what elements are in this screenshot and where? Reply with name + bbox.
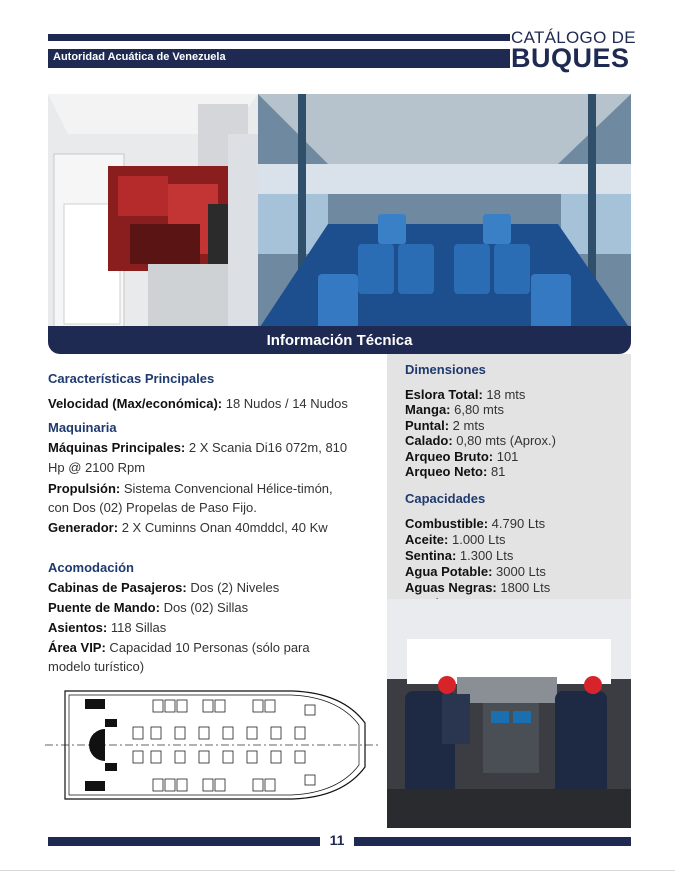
vip-row: Área VIP: Capacidad 10 Personas (sólo para xyxy=(48,640,310,655)
dim-calado-row: Calado: 0,80 mts (Aprox.) xyxy=(405,433,556,448)
footer-bar-right xyxy=(354,837,631,846)
acomodacion-heading: Acomodación xyxy=(48,560,134,575)
caracteristicas-heading: Características Principales xyxy=(48,371,215,386)
cap-combustible-row: Combustible: 4.790 Lts xyxy=(405,516,546,531)
dim-puntal-row: Puntal: 2 mts xyxy=(405,418,485,433)
dim-arqueo-neto-row: Arqueo Neto: 81 xyxy=(405,464,506,479)
dimensiones-heading: Dimensiones xyxy=(405,362,486,377)
maquinas-row: Máquinas Principales: 2 X Scania Di16 072m, 810 xyxy=(48,440,348,455)
maquinaria-heading: Maquinaria xyxy=(48,420,117,435)
deck-plan-drawing xyxy=(43,683,383,805)
cap-agua-potable-row: Agua Potable: 3000 Lts xyxy=(405,564,546,579)
header-rule xyxy=(48,34,510,41)
footer-bar-left xyxy=(48,837,320,846)
technical-info-banner xyxy=(48,326,631,354)
cabinas-row: Cabinas de Pasajeros: Dos (2) Niveles xyxy=(48,580,280,595)
passenger-cabin-photo xyxy=(258,94,631,330)
catalog-title-line1: CATÁLOGO DE xyxy=(511,28,636,47)
bridge-photo xyxy=(387,599,631,828)
technical-info-title: Información Técnica xyxy=(266,332,413,349)
vip-row-cont: modelo turístico) xyxy=(48,659,145,674)
capacidades-heading: Capacidades xyxy=(405,491,486,506)
puente-row: Puente de Mando: Dos (02) Sillas xyxy=(48,600,249,615)
velocidad-row: Velocidad (Max/económica): 18 Nudos / 14 Nudos xyxy=(48,396,348,411)
maquinas-row-cont: Hp @ 2100 Rpm xyxy=(48,460,146,475)
cap-sentina-row: Sentina: 1.300 Lts xyxy=(405,548,514,563)
propulsion-row-cont: con Dos (02) Propelas de Paso Fijo. xyxy=(48,500,257,515)
dim-eslora-row: Eslora Total: 18 mts xyxy=(405,387,526,402)
catalog-title-line2: BUQUES xyxy=(511,43,630,73)
dim-arqueo-bruto-row: Arqueo Bruto: 101 xyxy=(405,449,519,464)
dim-manga-row: Manga: 6,80 mts xyxy=(405,402,504,417)
page-number: 11 xyxy=(329,832,345,848)
generador-row: Generador: 2 X Cuminns Onan 40mddcl, 40 Kw xyxy=(48,520,328,535)
engine-room-photo xyxy=(48,94,258,330)
cap-aguas-negras-row: Aguas Negras: 1800 Lts xyxy=(405,580,551,595)
cap-aceite-row: Aceite: 1.000 Lts xyxy=(405,532,506,547)
propulsion-row: Propulsión: Sistema Convencional Hélice-timón, xyxy=(48,481,333,496)
organization-name: Autoridad Acuática de Venezuela xyxy=(53,51,226,63)
asientos-row: Asientos: 118 Sillas xyxy=(48,620,167,635)
page-bottom-rule xyxy=(0,870,675,871)
